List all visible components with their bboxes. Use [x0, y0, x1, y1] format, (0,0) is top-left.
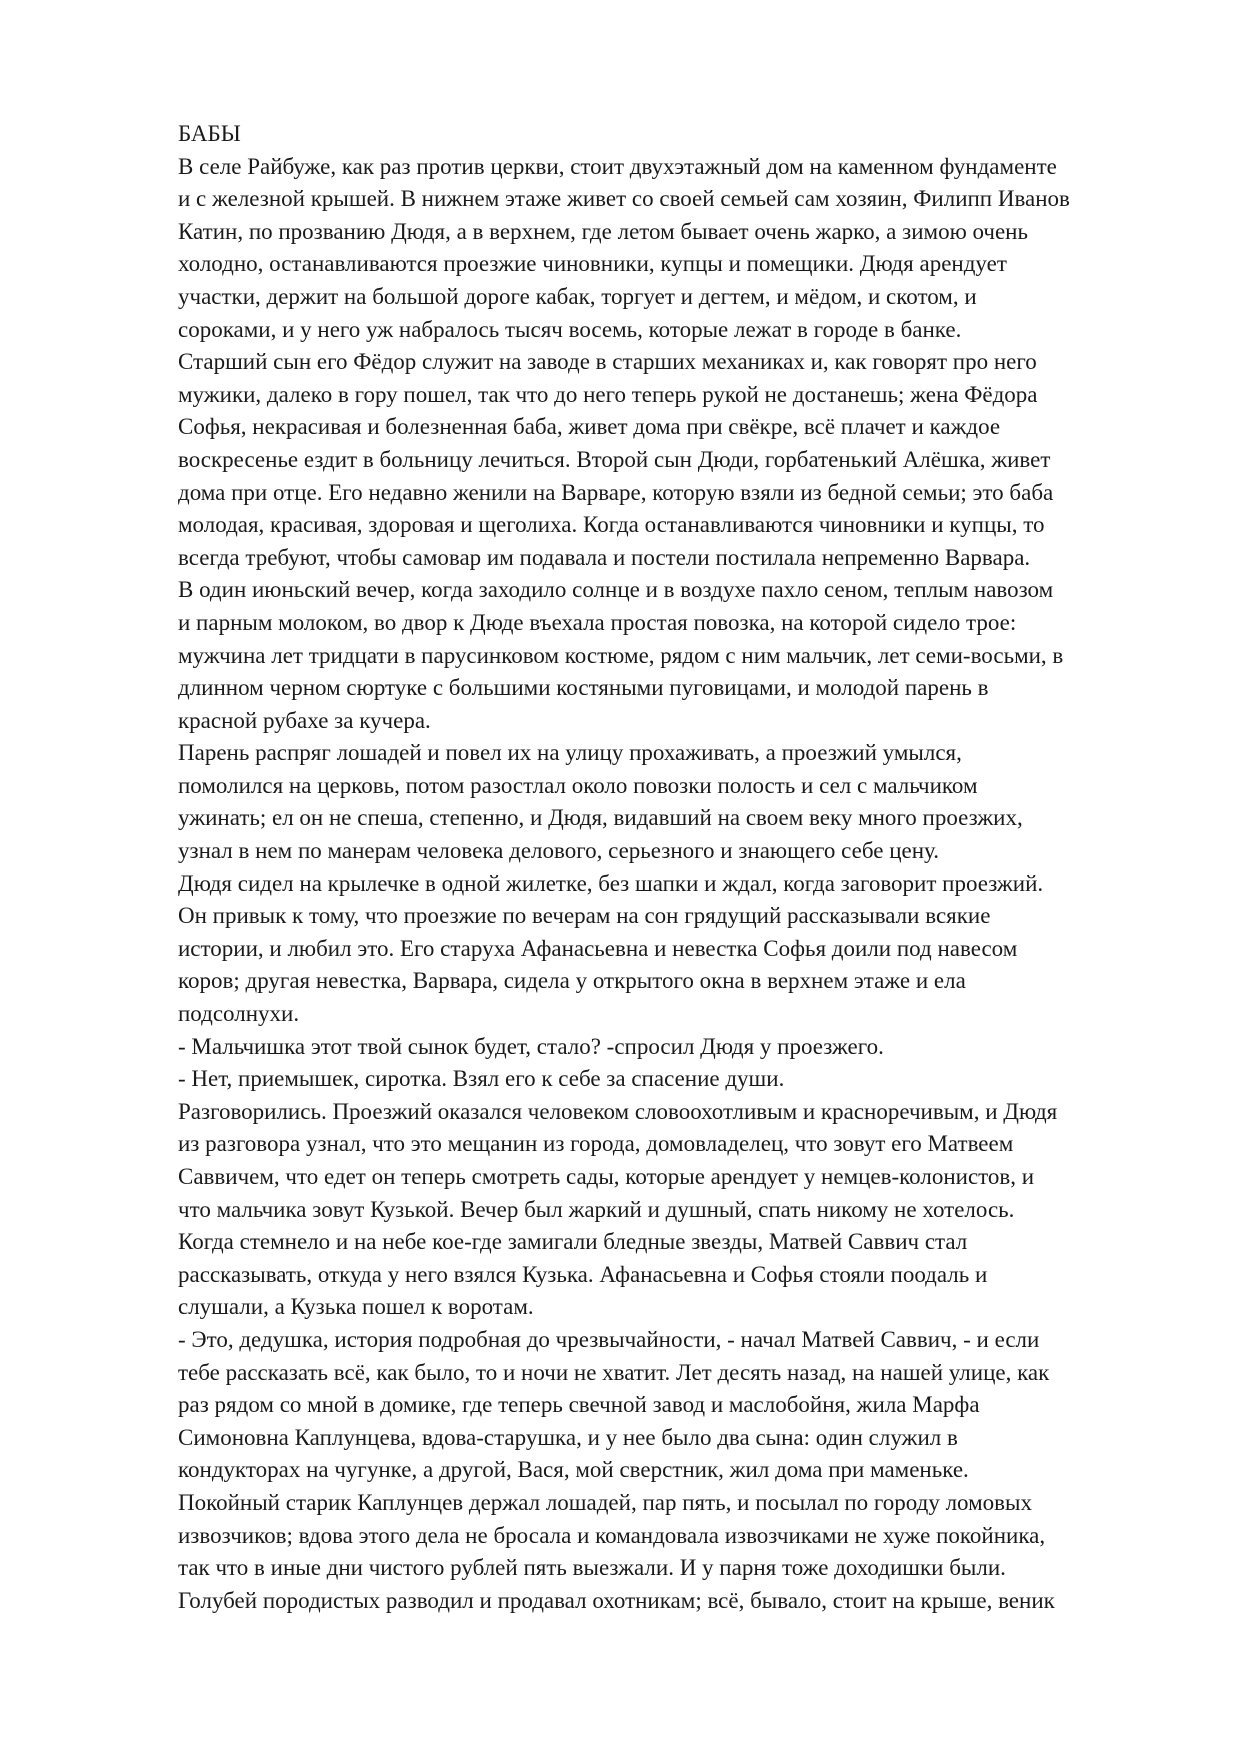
- text-line: длинном черном сюртуке с большими костяными пуговицами, и молодой парень в: [178, 675, 989, 701]
- text-line: мужчина лет тридцати в парусинковом костюме, рядом с ним мальчик, лет семи-восьми, в: [178, 642, 1064, 668]
- text-line: и парным молоком, во двор к Дюде въехала простая повозка, на которой сидело трое:: [178, 609, 1017, 635]
- text-line: тебе рассказать всё, как было, то и ночи не хватит. Лет десять назад, на нашей улице, как: [178, 1359, 1050, 1385]
- text-line: всегда требуют, чтобы самовар им подавала и постели постилала непременно Варвара.: [178, 544, 1031, 570]
- text-line: подсолнухи.: [178, 1001, 300, 1027]
- text-line: Софья, некрасивая и болезненная баба, живет дома при свёкре, всё плачет и каждое: [178, 414, 1001, 440]
- text-line: сороками, и у него уж набралось тысяч восемь, которые лежат в городе в банке.: [178, 316, 962, 342]
- text-line: и с железной крышей. В нижнем этаже живет со своей семьей сам хозяин, Филипп Иванов: [178, 186, 1070, 212]
- text-line: В селе Райбуже, как раз против церкви, стоит двухэтажный дом на каменном фундаменте: [178, 153, 1057, 179]
- text-line: так что в иные дни чистого рублей пять выезжали. И у парня тоже доходишки были.: [178, 1555, 1006, 1581]
- text-line: Когда стемнело и на небе кое-где замигали бледные звезды, Матвей Саввич стал: [178, 1229, 968, 1255]
- text-line: - Мальчишка этот твой сынок будет, стало? -спросил Дюдя у проезжего.: [178, 1033, 884, 1059]
- text-line: извозчиков; вдова этого дела не бросала и командовала извозчиками не хуже покойника,: [178, 1522, 1046, 1548]
- text-line: участки, держит на большой дороге кабак, торгует и дегтем, и мёдом, и скотом, и: [178, 283, 977, 309]
- text-line: Парень распряг лошадей и повел их на улицу прохаживать, а проезжий умылся,: [178, 740, 962, 766]
- text-line: Дюдя сидел на крылечке в одной жилетке, без шапки и ждал, когда заговорит проезжий.: [178, 870, 1044, 896]
- text-line: раз рядом со мной в домике, где теперь свечной завод и маслобойня, жила Марфа: [178, 1392, 980, 1418]
- text-line: красной рубахе за кучера.: [178, 707, 431, 733]
- text-line: Покойный старик Каплунцев держал лошадей, пар пять, и посылал по городу ломовых: [178, 1489, 1032, 1515]
- text-line: кондукторах на чугунке, а другой, Вася, мой сверстник, жил дома при маменьке.: [178, 1457, 969, 1483]
- text-line: воскресенье ездит в больницу лечиться. Второй сын Дюди, горбатенький Алёшка, живет: [178, 446, 1051, 472]
- text-line: дома при отце. Его недавно женили на Варваре, которую взяли из бедной семьи; это баба: [178, 479, 1054, 505]
- text-line: рассказывать, откуда у него взялся Кузька. Афанасьевна и Софья стояли поодаль и: [178, 1261, 988, 1287]
- text-line: ужинать; ел он не спеша, степенно, и Дюдя, видавший на своем веку много проезжих,: [178, 805, 1023, 831]
- text-line: из разговора узнал, что это мещанин из города, домовладелец, что зовут его Матвеем: [178, 1131, 1014, 1157]
- text-line: коров; другая невестка, Варвара, сидела у открытого окна в верхнем этаже и ела: [178, 968, 966, 994]
- text-line: помолился на церковь, потом разостлал около повозки полость и сел с мальчиком: [178, 772, 978, 798]
- document-text: [178, 118, 1178, 1617]
- text-line: что мальчика зовут Кузькой. Вечер был жаркий и душный, спать никому не хотелось.: [178, 1196, 1015, 1222]
- text-line: мужики, далеко в гору пошел, так что до него теперь рукой не достанешь; жена Фёдора: [178, 381, 1038, 407]
- text-line: истории, и любил это. Его старуха Афанасьевна и невестка Софья доили под навесом: [178, 935, 1018, 961]
- document-title: БАБЫ: [178, 121, 241, 146]
- text-line: Симоновна Каплунцева, вдова-старушка, и у нее было два сына: один служил в: [178, 1424, 958, 1450]
- text-line: Старший сын его Фёдор служит на заводе в старших механиках и, как говорят про него: [178, 349, 1037, 375]
- text-line: В один июньский вечер, когда заходило солнце и в воздухе пахло сеном, теплым навозом: [178, 577, 1054, 603]
- text-line: Катин, по прозванию Дюдя, а в верхнем, где летом бывает очень жарко, а зимою очень: [178, 218, 1028, 244]
- text-line: холодно, останавливаются проезжие чиновники, купцы и помещики. Дюдя арендует: [178, 251, 1007, 277]
- text-line: Саввичем, что едет он теперь смотреть сады, которые арендует у немцев-колонистов, и: [178, 1164, 1035, 1189]
- text-line: - Нет, приемышек, сиротка. Взял его к себе за спасение души.: [178, 1066, 785, 1092]
- text-line: молодая, красивая, здоровая и щеголиха. Когда останавливаются чиновники и купцы, то: [178, 512, 1045, 538]
- text-line: Разговорились. Проезжий оказался человеком словоохотливым и красноречивым, и Дюдя: [178, 1098, 1058, 1124]
- text-line: слушали, а Кузька пошел к воротам.: [178, 1294, 534, 1320]
- text-line: Голубей породистых разводил и продавал охотникам; всё, бывало, стоит на крыше, веник: [178, 1587, 1055, 1613]
- text-line: Он привык к тому, что проезжие по вечерам на сон грядущий рассказывали всякие: [178, 903, 991, 929]
- text-line: - Это, дедушка, история подробная до чрезвычайности, - начал Матвей Саввич, - и если: [178, 1326, 1040, 1352]
- text-line: узнал в нем по манерам человека делового, серьезного и знающего себе цену.: [178, 838, 939, 864]
